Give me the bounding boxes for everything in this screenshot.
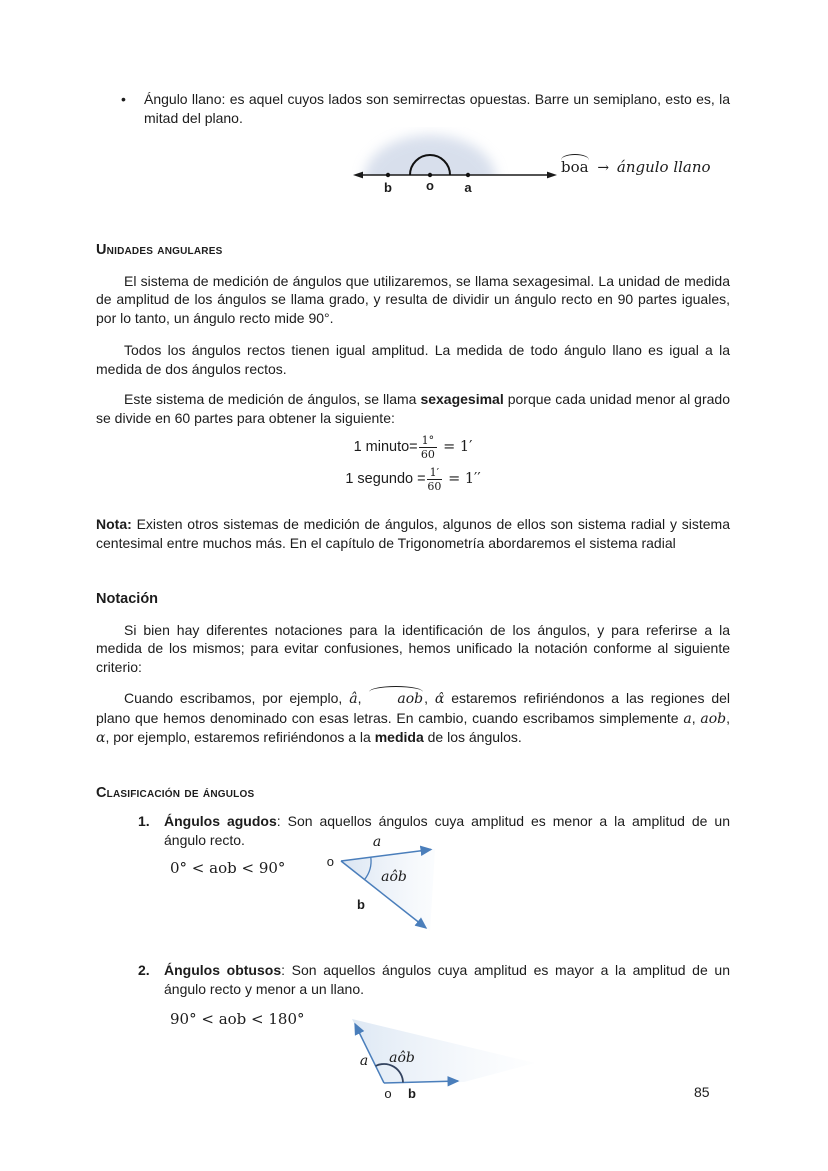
item-number: 1.	[138, 813, 150, 829]
paragraph-nota	[96, 515, 730, 552]
label-b: b	[357, 897, 365, 912]
fraction-1min-60	[427, 467, 443, 492]
formula-minuto-result: = 1′	[443, 438, 473, 455]
label-b: b	[408, 1085, 416, 1101]
nota-label: Nota:	[96, 516, 132, 532]
llano-caption	[560, 127, 711, 178]
fraction-numerator: 1′	[427, 467, 443, 480]
inequality-obtuso: 90° < aob < 180°	[170, 1010, 305, 1028]
bullet-angulo-llano-text: Ángulo llano: es aquel cuyos lados son semirrectas opuestas. Barre un semiplano, esto es, la mitad del plano.	[144, 91, 730, 126]
formula-segundo-prefix: 1 segundo =	[345, 470, 426, 487]
symbol-aob-arc: aob	[368, 690, 424, 709]
arrow-icon: →	[597, 160, 610, 176]
paragraph-rectos: Todos los ángulos rectos tienen igual amplitud. La medida de todo ángulo llano es igual a la medida de dos ángulos rectos.	[96, 342, 730, 377]
llano-caption-text: ángulo llano	[616, 158, 711, 176]
heading-unidades-angulares: Unidades angulares	[96, 242, 223, 258]
bullet-angulo-llano	[121, 90, 730, 127]
list-item-angulos-obtusos	[138, 961, 730, 998]
p2-mid: estaremos refiriéndonos a las regiones del plano que hemos denominado con esas letras. En cambio, cuando escribamos simplemente	[96, 690, 731, 726]
p2-start: Cuando escribamos, por ejemplo,	[124, 690, 350, 706]
right-arrowhead-icon	[547, 172, 557, 179]
label-o: o	[426, 178, 434, 193]
formula-minuto	[96, 433, 730, 461]
angulo-agudo-diagram	[318, 829, 478, 947]
formula-segundo-result: = 1′′	[448, 470, 481, 487]
heading-notacion: Notación	[96, 591, 159, 607]
angulo-llano-diagram	[352, 127, 558, 207]
diagram-angulo-llano-row	[96, 127, 730, 211]
separator: ,	[424, 690, 435, 706]
angulo-obtuso-diagram	[330, 1013, 540, 1105]
p2-end: de los ángulos.	[423, 729, 522, 745]
separator: ,	[357, 690, 369, 706]
shaded-angle-region	[341, 849, 435, 931]
label-o: o	[384, 1085, 392, 1101]
label-aob: aôb	[381, 869, 407, 885]
paragraph-sexagesimal: El sistema de medición de ángulos que utilizaremos, se llama sexagesimal. La unidad de medida de amplitud de los ángulos se llama grado, y resulta de dividir un ángulo recto en 90 partes iguales, por lo tanto, un ángulo recto mide 90°.	[96, 272, 730, 326]
fraction-denominator: 60	[427, 479, 442, 493]
item-number: 2.	[138, 962, 150, 978]
paragraph-notaciones: Si bien hay diferentes notaciones para la identificación de los ángulos, y para referirse a la medida de los mismos; para evitar confusiones, hemos unificado la notación conforme al siguiente criterio:	[96, 621, 730, 675]
heading-clasificacion: Clasificación de ángulos	[96, 784, 255, 801]
label-a: a	[372, 834, 382, 850]
point-o	[428, 173, 432, 177]
paragraph-cuando-escribamos	[96, 689, 730, 748]
fraction-1deg-60	[419, 435, 438, 460]
fraction-numerator: 1°	[419, 435, 438, 448]
symbol-alpha-hat: α̂	[434, 691, 445, 707]
boa-arc-notation: boa	[561, 158, 589, 176]
item-body: : Son aquellos ángulos cuya amplitud es menor a la amplitud de un ángulo recto.	[164, 813, 730, 848]
label-aob: aôb	[389, 1049, 415, 1066]
inequality-agudo: 0° < aob < 90°	[170, 859, 286, 877]
symbol-alpha: α	[96, 730, 106, 746]
nota-text: Existen otros sistemas de medición de ángulos, algunos de ellos son sistema radial y sistema centesimal entre muchos más. En el capítulo de Trigonometría abordaremos el sistema radial	[96, 516, 730, 551]
p2-cont: , por ejemplo, estaremos refiriéndonos a la	[105, 729, 375, 745]
formula-segundo	[96, 465, 730, 493]
agudo-formula-diagram-row	[170, 834, 730, 947]
paragraph-sexagesimal-60	[96, 390, 730, 427]
p3-bold-sexagesimal: sexagesimal	[420, 391, 504, 407]
item-text	[164, 961, 730, 998]
point-a	[466, 173, 470, 177]
fraction-denominator: 60	[420, 447, 435, 461]
page-number: 85	[694, 1084, 710, 1100]
item-body: : Son aquellos ángulos cuya amplitud es mayor a la amplitud de un ángulo recto y menor a un llano.	[164, 962, 730, 997]
symbol-a: a	[683, 710, 692, 727]
point-b	[386, 173, 390, 177]
left-arrowhead-icon	[353, 172, 363, 179]
item-title: Ángulos agudos	[164, 813, 277, 829]
p2-bold-medida: medida	[374, 729, 424, 745]
label-o: o	[326, 854, 334, 869]
symbol-a-hat: â	[349, 691, 358, 707]
label-a: a	[464, 180, 472, 195]
separator: ,	[726, 709, 730, 726]
formula-minuto-prefix: 1 minuto=	[353, 438, 418, 455]
p3-before: Este sistema de medición de ángulos, se llama	[124, 391, 421, 407]
item-title: Ángulos obtusos	[164, 962, 282, 978]
label-b: b	[384, 180, 392, 195]
separator: ,	[691, 709, 701, 726]
symbol-aob: aob	[700, 710, 727, 727]
label-a: a	[359, 1052, 369, 1069]
p3-after: porque cada unidad menor al grado se divide en 60 partes para obtener la siguiente:	[96, 391, 730, 426]
bullet-icon: •	[121, 91, 126, 107]
